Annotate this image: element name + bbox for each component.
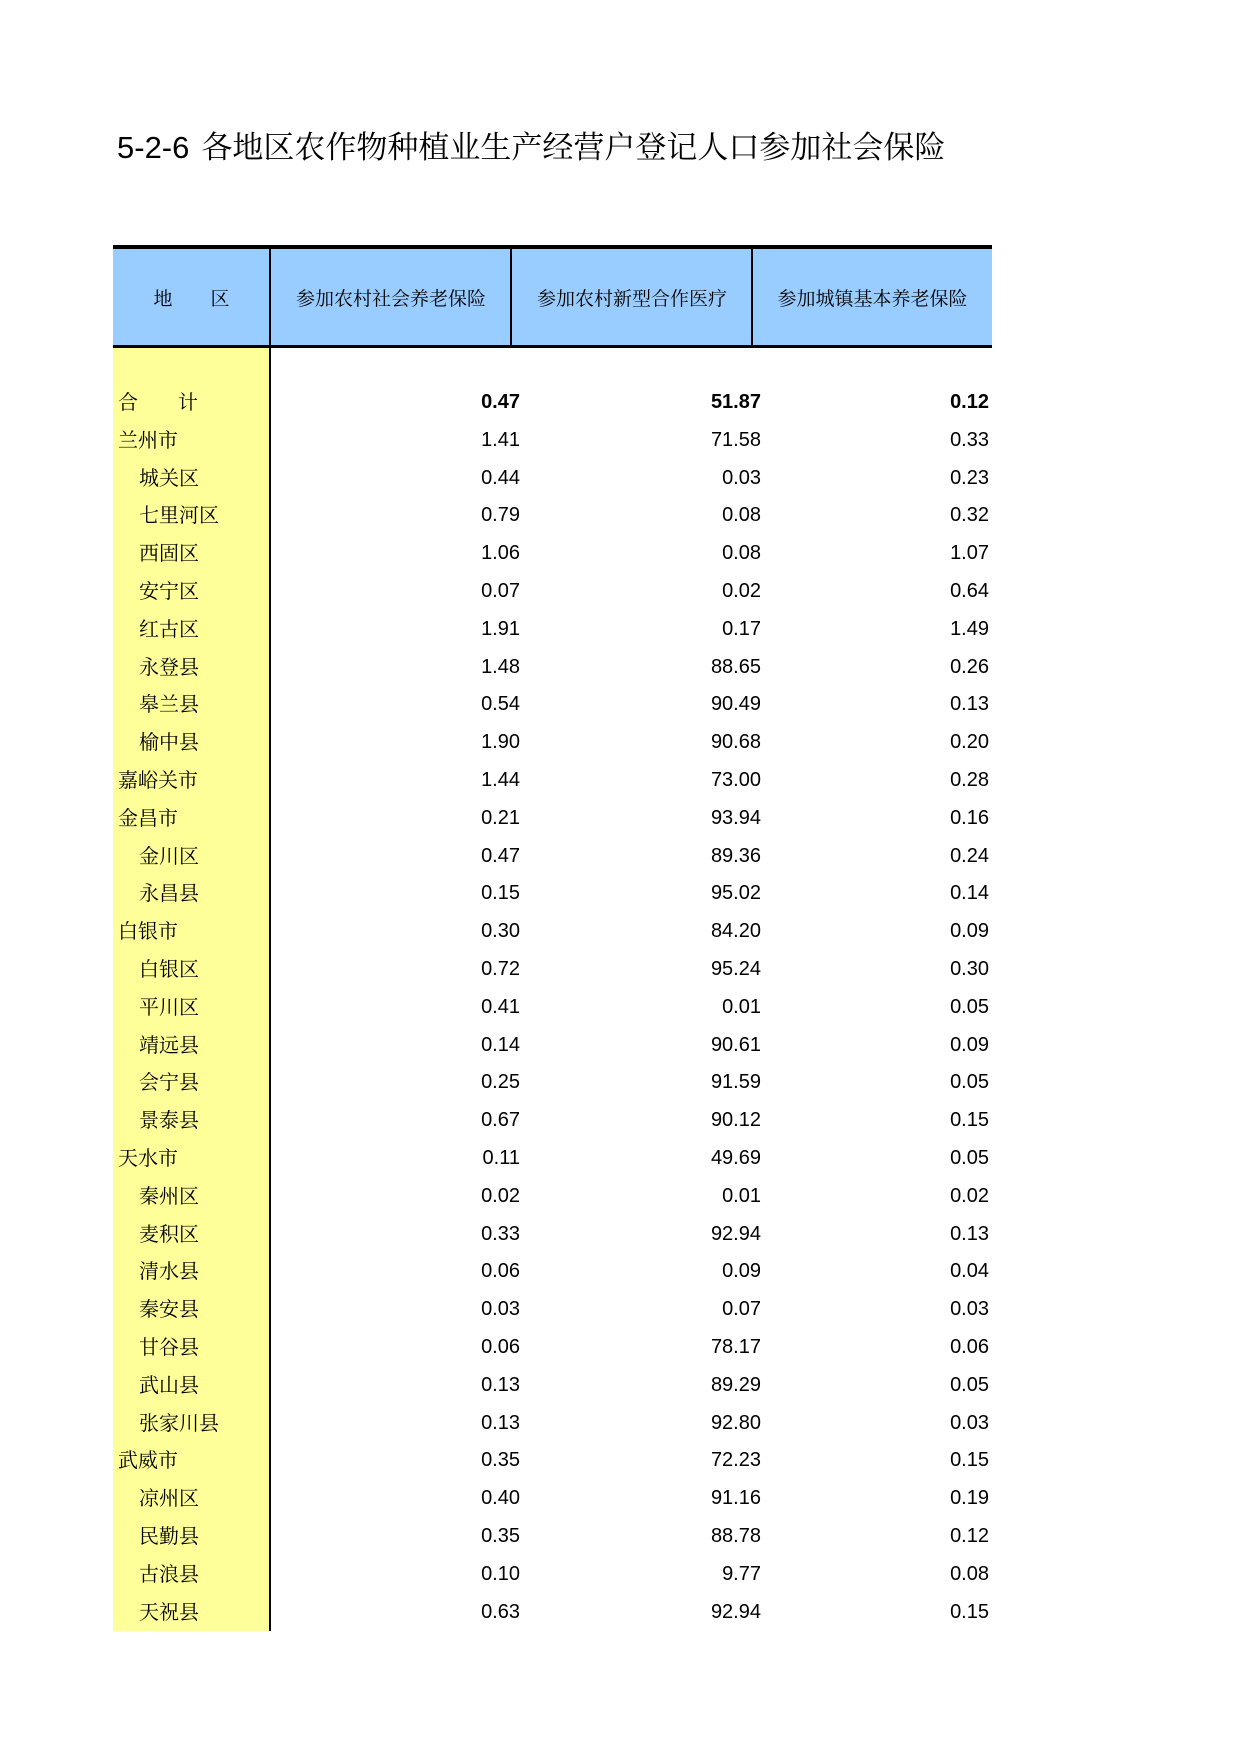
- rural-pension-value: 0.67: [481, 1109, 520, 1132]
- region-name: 白银市: [118, 919, 178, 944]
- rural-medical-value: 78.17: [710, 1336, 761, 1358]
- region-name: 平川区: [139, 994, 199, 1019]
- region-name: 古浪县: [139, 1561, 199, 1586]
- table-row: [113, 1441, 992, 1479]
- region-name: 清水县: [139, 1259, 199, 1284]
- urban-pension-value: 0.14: [950, 882, 989, 905]
- rural-pension-value: 0.21: [481, 806, 520, 829]
- rural-medical-value: 9.77: [722, 1562, 761, 1585]
- rural-pension-value: 1.06: [481, 542, 520, 565]
- rural-medical-value: 95.02: [710, 882, 761, 905]
- urban-pension-value: 0.15: [950, 1600, 989, 1623]
- table-row: [113, 799, 992, 837]
- rural-medical-value: 90.12: [710, 1109, 761, 1132]
- rural-pension-value: 0.33: [481, 1222, 520, 1245]
- region-name: 天祝县: [139, 1599, 199, 1624]
- table-row: [113, 1366, 992, 1404]
- region-name: 永登县: [139, 654, 199, 679]
- rural-pension-value: 0.72: [481, 958, 520, 980]
- region-name: 会宁县: [139, 1070, 199, 1095]
- rural-medical-value: 0.02: [722, 580, 761, 602]
- table-row: [113, 496, 992, 534]
- region-name: 皋兰县: [139, 692, 199, 717]
- rural-medical-value: 90.49: [710, 693, 761, 716]
- table-row: [113, 1479, 992, 1517]
- header-urban-pension: 参加城镇基本养老保险: [777, 288, 968, 310]
- region-name: 民勤县: [139, 1524, 199, 1548]
- table-row: [113, 912, 992, 950]
- table-number: 5-2-6: [117, 130, 190, 165]
- region-name: 麦积区: [139, 1221, 199, 1246]
- region-name: 凉州区: [139, 1486, 199, 1511]
- rural-medical-value: 88.78: [710, 1525, 761, 1547]
- urban-pension-value: 0.04: [950, 1260, 989, 1283]
- rural-medical-value: 84.20: [710, 920, 761, 943]
- table-title: 各地区农作物种植业生产经营户登记人口参加社会保险: [201, 130, 946, 166]
- table-row: [113, 723, 992, 761]
- table-row: [113, 459, 992, 497]
- region-name: 张家川县: [139, 1410, 219, 1435]
- rural-medical-value: 51.87: [710, 391, 761, 413]
- table-row: [113, 1290, 992, 1328]
- table-row: [113, 1215, 992, 1253]
- rural-pension-value: 0.41: [481, 995, 520, 1018]
- rural-medical-value: 88.65: [710, 655, 761, 678]
- table-row: [113, 1404, 992, 1442]
- rural-pension-value: 0.03: [481, 1298, 520, 1321]
- rural-medical-value: 91.16: [710, 1487, 761, 1510]
- urban-pension-value: 0.28: [950, 769, 989, 791]
- rural-pension-value: 1.91: [481, 617, 520, 640]
- rural-pension-value: 0.35: [481, 1525, 520, 1547]
- urban-pension-value: 0.30: [950, 958, 989, 980]
- region-name: 嘉峪关市: [118, 768, 198, 792]
- table-row: [113, 1139, 992, 1177]
- rural-medical-value: 92.80: [710, 1411, 761, 1434]
- urban-pension-value: 0.05: [950, 995, 989, 1018]
- header-rural-pension: 参加农村社会养老保险: [295, 288, 486, 310]
- region-name: 城关区: [139, 465, 199, 490]
- rural-pension-value: 0.06: [481, 1336, 520, 1358]
- region-name: 永昌县: [139, 881, 199, 906]
- rural-pension-value: 0.47: [481, 391, 520, 413]
- rural-pension-value: 0.15: [481, 882, 520, 905]
- rural-pension-value: 0.07: [481, 580, 520, 602]
- rural-medical-value: 92.94: [710, 1600, 761, 1623]
- rural-medical-value: 92.94: [710, 1222, 761, 1245]
- urban-pension-value: 0.23: [950, 466, 989, 489]
- rural-pension-value: 0.13: [481, 1411, 520, 1434]
- urban-pension-value: 1.49: [950, 617, 989, 640]
- rural-medical-value: 71.58: [710, 428, 761, 451]
- urban-pension-value: 0.13: [950, 1222, 989, 1245]
- rural-medical-value: 90.68: [710, 731, 761, 754]
- rural-pension-value: 0.30: [481, 920, 520, 943]
- urban-pension-value: 0.64: [950, 580, 989, 602]
- table-row: [113, 572, 992, 610]
- rural-medical-value: 90.61: [710, 1033, 761, 1056]
- region-name: 金昌市: [118, 805, 178, 830]
- region-name: 靖远县: [139, 1032, 199, 1057]
- rural-pension-value: 0.06: [481, 1260, 520, 1283]
- rural-medical-value: 49.69: [710, 1147, 761, 1169]
- urban-pension-value: 0.03: [950, 1298, 989, 1321]
- rural-pension-value: 0.14: [481, 1033, 520, 1056]
- table-row: [113, 761, 992, 799]
- table-row: [113, 1177, 992, 1215]
- table-row: [113, 1517, 992, 1555]
- urban-pension-value: 0.02: [950, 1184, 989, 1207]
- rural-pension-value: 0.54: [481, 693, 520, 716]
- region-name: 秦安县: [139, 1297, 199, 1322]
- region-name: 金川区: [139, 843, 199, 868]
- urban-pension-value: 0.16: [950, 806, 989, 829]
- urban-pension-value: 0.33: [950, 428, 989, 451]
- region-name: 武威市: [118, 1448, 178, 1473]
- region-name: 景泰县: [139, 1108, 199, 1133]
- urban-pension-value: 0.12: [950, 391, 989, 413]
- table-row: [113, 421, 992, 459]
- urban-pension-value: 0.13: [950, 693, 989, 716]
- rural-pension-value: 0.35: [481, 1449, 520, 1472]
- rural-medical-value: 95.24: [710, 958, 761, 980]
- rural-medical-value: 0.01: [722, 1184, 761, 1207]
- rural-medical-value: 89.36: [710, 844, 761, 867]
- rural-medical-value: 72.23: [710, 1449, 761, 1472]
- table-row: [113, 1101, 992, 1139]
- urban-pension-value: 0.06: [950, 1336, 989, 1358]
- table-row: [113, 648, 992, 686]
- urban-pension-value: 0.05: [950, 1147, 989, 1169]
- column-divider: [751, 249, 753, 346]
- rural-pension-value: 0.63: [481, 1600, 520, 1623]
- urban-pension-value: 1.07: [950, 542, 989, 565]
- table-row: [113, 1026, 992, 1064]
- rural-medical-value: 73.00: [710, 769, 761, 791]
- urban-pension-value: 0.15: [950, 1109, 989, 1132]
- region-name: 秦州区: [139, 1183, 199, 1208]
- rural-pension-value: 0.10: [481, 1562, 520, 1585]
- region-name: 甘谷县: [139, 1335, 199, 1359]
- rural-pension-value: 1.48: [481, 655, 520, 678]
- table-row: [113, 1593, 992, 1631]
- rural-medical-value: 0.09: [722, 1260, 761, 1283]
- rural-medical-value: 0.01: [722, 995, 761, 1018]
- region-name: 合 计: [118, 390, 198, 414]
- urban-pension-value: 0.09: [950, 920, 989, 943]
- region-name: 安宁区: [139, 579, 199, 603]
- rural-medical-value: 0.08: [722, 504, 761, 527]
- rural-pension-value: 1.44: [481, 769, 520, 791]
- urban-pension-value: 0.05: [950, 1373, 989, 1396]
- region-name: 白银区: [139, 957, 199, 981]
- region-name: 天水市: [118, 1146, 178, 1170]
- page-title: [117, 122, 992, 167]
- rural-medical-value: 0.17: [722, 617, 761, 640]
- rural-medical-value: 0.03: [722, 466, 761, 489]
- rural-pension-value: 0.02: [481, 1184, 520, 1207]
- urban-pension-value: 0.09: [950, 1033, 989, 1056]
- urban-pension-value: 0.08: [950, 1562, 989, 1585]
- table-row: [113, 988, 992, 1026]
- rural-medical-value: 0.07: [722, 1298, 761, 1321]
- urban-pension-value: 0.12: [950, 1525, 989, 1547]
- region-name: 榆中县: [139, 730, 199, 755]
- rural-pension-value: 0.40: [481, 1487, 520, 1510]
- rural-medical-value: 91.59: [710, 1071, 761, 1094]
- table-row: [113, 1555, 992, 1593]
- table-row: [113, 1328, 992, 1366]
- rural-pension-value: 0.11: [482, 1147, 520, 1169]
- region-name: 兰州市: [118, 427, 178, 452]
- table-row: [113, 1252, 992, 1290]
- urban-pension-value: 0.26: [950, 655, 989, 678]
- region-name: 西固区: [139, 541, 199, 566]
- urban-pension-value: 0.19: [950, 1487, 989, 1510]
- rural-pension-value: 0.13: [481, 1373, 520, 1396]
- column-divider: [510, 249, 512, 346]
- urban-pension-value: 0.20: [950, 731, 989, 754]
- urban-pension-value: 0.32: [950, 504, 989, 527]
- region-name: 红古区: [139, 616, 199, 641]
- table-row: [113, 837, 992, 875]
- rural-pension-value: 1.90: [481, 731, 520, 754]
- region-name: 七里河区: [139, 503, 219, 528]
- table-row: [113, 534, 992, 572]
- urban-pension-value: 0.05: [950, 1071, 989, 1094]
- total-row: [113, 383, 992, 421]
- rural-pension-value: 0.47: [481, 844, 520, 867]
- header-rural-medical: 参加农村新型合作医疗: [536, 288, 727, 310]
- rural-medical-value: 0.08: [722, 542, 761, 565]
- rural-medical-value: 93.94: [710, 806, 761, 829]
- rural-pension-value: 0.25: [481, 1071, 520, 1094]
- rural-pension-value: 0.79: [481, 504, 520, 527]
- table-row: [113, 874, 992, 912]
- rural-pension-value: 0.44: [481, 466, 520, 489]
- header-region: 地 区: [153, 288, 230, 310]
- urban-pension-value: 0.03: [950, 1411, 989, 1434]
- table-row: [113, 685, 992, 723]
- table-row: [113, 610, 992, 648]
- region-name: 武山县: [139, 1372, 199, 1397]
- urban-pension-value: 0.24: [950, 844, 989, 867]
- table-row: [113, 950, 992, 988]
- rural-medical-value: 89.29: [710, 1373, 761, 1396]
- table-row: [113, 1063, 992, 1101]
- rural-pension-value: 1.41: [481, 428, 520, 451]
- urban-pension-value: 0.15: [950, 1449, 989, 1472]
